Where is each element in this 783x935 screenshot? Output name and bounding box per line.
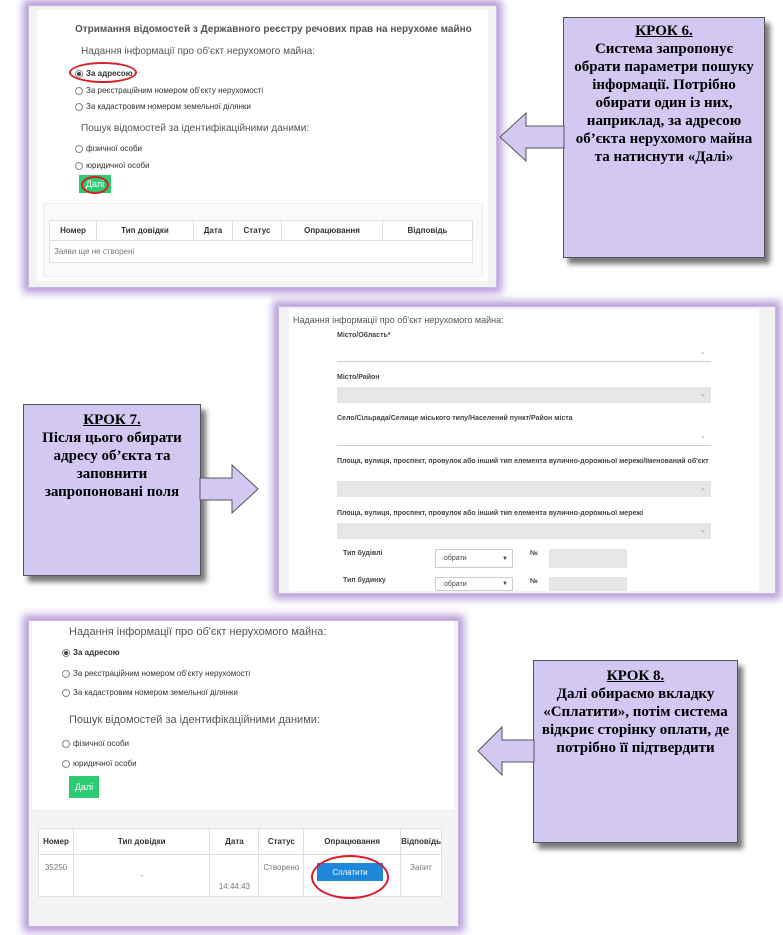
table-row: [50, 241, 473, 263]
select-village[interactable]: [337, 429, 711, 446]
input-building-number[interactable]: [549, 549, 627, 568]
label-number: №: [530, 550, 538, 557]
label-village: Село/Сільрада/Селище міського типу/Населений пункт/Район міста: [337, 415, 573, 422]
radio-by-cadastral-number[interactable]: За кадастровим номером земельної ділянки: [75, 102, 251, 111]
radio-dot-icon: [75, 162, 83, 170]
label-street-named-object: Площа, вулиця, проспект, провулок або інший тип елемента вулично-дорожньої мережі/Іменований об'єкт: [337, 458, 709, 465]
col-answer: Відповідь: [383, 221, 473, 241]
chevron-down-icon: ⌄: [700, 349, 706, 356]
table-header-row: [50, 221, 473, 241]
select-street-named-object[interactable]: [337, 481, 711, 497]
select-city-region[interactable]: [337, 345, 711, 362]
radio-by-registration-number[interactable]: За реєстраційним номером об'єкту нерухомості: [62, 669, 250, 678]
callout-step6: [563, 17, 765, 258]
radio-by-address[interactable]: За адресою: [62, 648, 120, 657]
col-type: Тип довідки: [73, 829, 209, 855]
radio-dot-icon: [75, 87, 83, 95]
label-building-type: Тип будівлі: [343, 550, 383, 557]
row-answer: Запит: [401, 855, 442, 897]
col-date: Дата: [194, 221, 233, 241]
select-street[interactable]: [337, 523, 711, 539]
next-button[interactable]: Далі: [69, 776, 99, 798]
arrow-left-icon: [476, 724, 536, 778]
step7-screenshot: [278, 306, 776, 594]
radio-legal-entity[interactable]: юридичної особи: [75, 161, 150, 170]
requests-table: [49, 220, 473, 263]
chevron-down-icon: ⌄: [700, 433, 706, 440]
callout-step6-text: Система запропонує обрати параметри пошуку інформації. Потрібно обирати один із них, наприклад, за адресою об’єкта нерухомого майна та натиснути «Далі»: [574, 41, 754, 165]
radio-by-address[interactable]: За адресою: [75, 69, 133, 78]
chevron-down-icon: ⌄: [700, 527, 706, 534]
object-section-heading: Надання інформації про об'єкт нерухомого майна:: [293, 315, 504, 325]
radio-physical-person[interactable]: фізичної особи: [75, 144, 142, 153]
callout-step8-heading: КРОК 8.: [606, 668, 665, 684]
step8-screenshot: [28, 620, 459, 927]
callout-step6-heading: КРОК 6.: [635, 23, 693, 39]
caret-down-icon: ▼: [502, 581, 508, 587]
highlight-ring-address: [69, 62, 137, 83]
radio-legal-entity[interactable]: юридичної особи: [62, 759, 137, 768]
select-building-type[interactable]: обрати ▼: [435, 549, 513, 568]
radio-dot-icon: [62, 740, 70, 748]
step7-panel: [289, 309, 759, 591]
callout-step8-text: Далі обираємо вкладку «Сплатити», потім система відкриє сторінку оплати, де потрібно її підтвердити: [541, 686, 730, 756]
input-house-number[interactable]: [549, 577, 627, 591]
ident-section-heading: Пошук відомостей за ідентифікаційними даними:: [69, 714, 320, 726]
radio-by-registration-number[interactable]: За реєстраційним номером об'єкту нерухомості: [75, 86, 263, 95]
radio-dot-icon: [62, 649, 70, 657]
label-city-district: Місто/Район: [337, 374, 380, 381]
callout-step7: [23, 404, 201, 576]
arrow-left-icon: [498, 110, 566, 164]
arrow-right-icon: [198, 462, 260, 516]
callout-step7-heading: КРОК 7.: [83, 412, 141, 428]
radio-dot-icon: [62, 670, 70, 678]
col-number: Номер: [50, 221, 97, 241]
ident-section-heading: Пошук відомостей за ідентифікаційними даними:: [81, 123, 310, 134]
step6-screenshot: [28, 5, 497, 288]
label-city-region: Місто/Область*: [337, 332, 391, 339]
row-status: Створено: [259, 855, 304, 897]
step6-panel: [37, 10, 488, 281]
row-number: 35250: [39, 855, 74, 897]
highlight-ring-pay: [311, 855, 389, 899]
callout-step8: [533, 660, 738, 843]
col-answer: Відповідь: [401, 829, 442, 855]
radio-dot-icon: [75, 103, 83, 111]
col-processing: Опрацювання: [304, 829, 401, 855]
radio-dot-icon: [62, 689, 70, 697]
label-street: Площа, вулиця, проспект, провулок або інший тип елемента вулично-дорожньої мережі: [337, 510, 644, 517]
empty-table-text: Заяви ще не створені: [50, 241, 473, 263]
row-date: 14:44:43: [210, 855, 259, 897]
callout-step7-text: Після цього обирати адресу об’єкта та заповнити запропоновані поля: [42, 430, 182, 500]
chevron-down-icon: ⌄: [700, 391, 706, 398]
step8-panel: [32, 621, 454, 921]
highlight-ring-next: [81, 176, 109, 194]
pay-button[interactable]: Сплатити: [317, 863, 383, 881]
radio-dot-icon: [62, 760, 70, 768]
col-status: Статус: [259, 829, 304, 855]
radio-by-cadastral-number[interactable]: За кадастровим номером земельної ділянки: [62, 688, 238, 697]
col-processing: Опрацювання: [282, 221, 383, 241]
row-type: -: [73, 855, 209, 897]
radio-dot-icon: [75, 145, 83, 153]
select-city-district[interactable]: [337, 387, 711, 403]
label-number: №: [530, 578, 538, 585]
select-house-type[interactable]: обрати ▼: [435, 577, 513, 591]
col-status: Статус: [233, 221, 282, 241]
radio-physical-person[interactable]: фізичної особи: [62, 739, 129, 748]
caret-down-icon: ▼: [502, 555, 508, 562]
table-header-row: [39, 829, 442, 855]
next-button[interactable]: Далі: [79, 175, 111, 193]
label-house-type: Тип будинку: [343, 577, 386, 584]
col-type: Тип довідки: [97, 221, 194, 241]
chevron-down-icon: ⌄: [700, 485, 706, 492]
col-number: Номер: [39, 829, 74, 855]
object-section-heading: Надання інформації про об'єкт нерухомого майна:: [69, 626, 327, 638]
object-section-heading: Надання інформації про об'єкт нерухомого майна:: [81, 46, 315, 57]
col-date: Дата: [210, 829, 259, 855]
page-title: Отримання відомостей з Державного реєстру речових прав на нерухоме майно: [75, 24, 472, 35]
